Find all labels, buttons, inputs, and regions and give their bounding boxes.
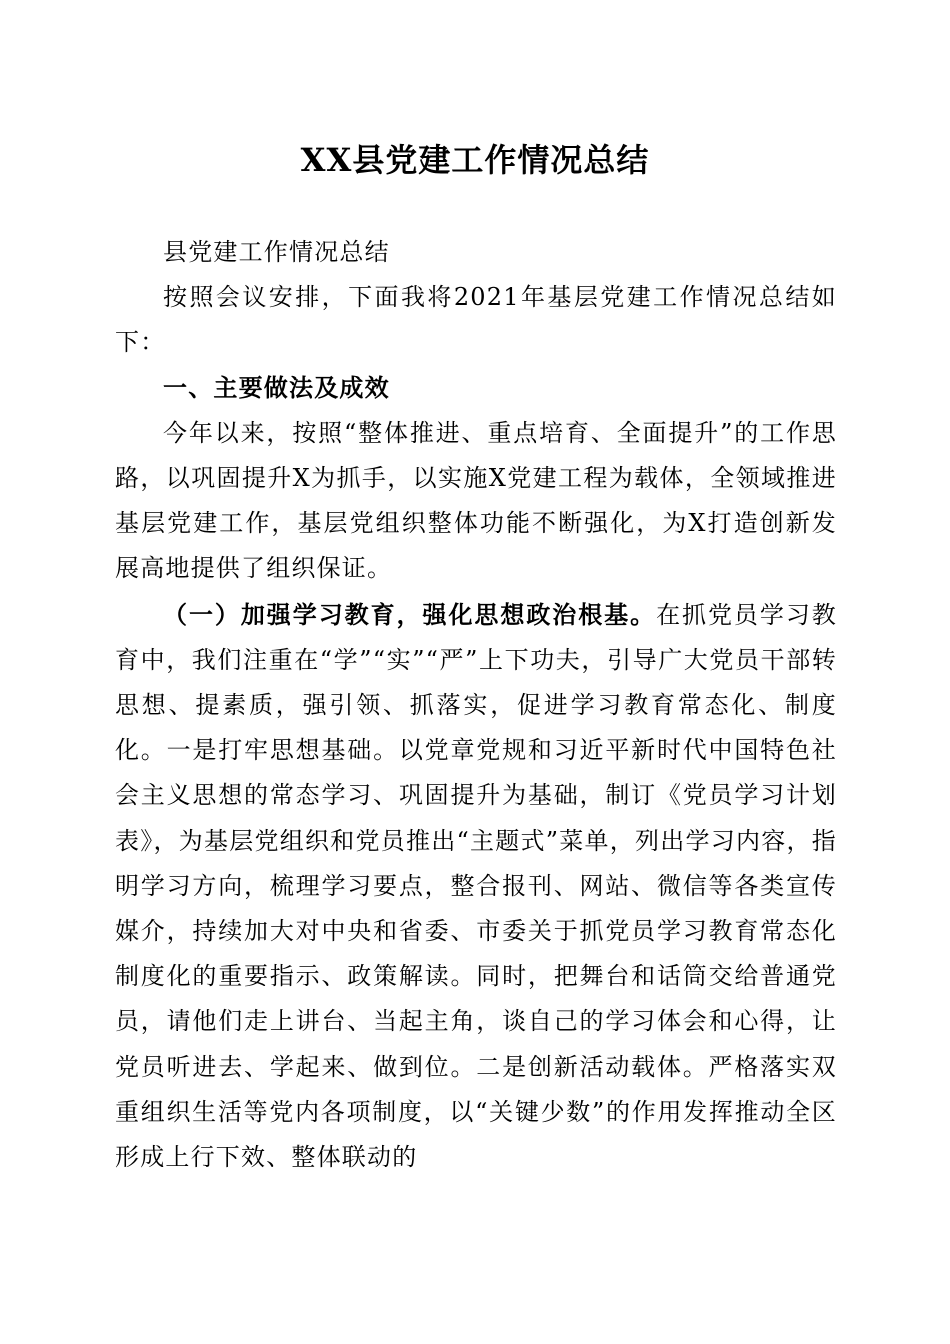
subtitle-paragraph: 县党建工作情况总结 <box>163 238 390 266</box>
subsection-paragraph <box>115 592 837 1181</box>
subsection-lead: （一）加强学习教育，强化思想政治根基。 <box>163 599 657 629</box>
subsection-text: 在抓党员学习教育中，我们注重在“学”“实”“严”上下功夫，引导广大党员干部转思想、提素质，强引领、抓落实，促进学习教育常态化、制度化。一是打牢思想基础。以党章党规和习近平新时代中国特色社会主义思想的常态学习、巩固提升为基础，制订《党员学习计划表》，为基层党组织和党员推出“主题式”菜单，列出学习内容，指明学习方向，梳理学习要点，整合报刊、网站、微信等各类宣传媒介，持续加大对中央和省委、市委关于抓党员学习教育常态化制度化的重要指示、政策解读。同时，把舞台和话筒交给普通党员，请他们走上讲台、当起主角，谈自己的学习体会和心得，让党员听进去、学起来、做到位。二是创新活动载体。严格落实双重组织生活等党内各项制度，以“关键少数”的作用发挥推动全区形成上行下效、整体联动的 <box>115 600 837 1172</box>
section-paragraph: 今年以来，按照“整体推进、重点培育、全面提升”的工作思路，以巩固提升X为抓手，以实施X党建工程为载体，全领域推进基层党建工作，基层党组织整体功能不断强化，为X打造创新发展高地提供了组织保证。 <box>115 418 837 583</box>
section-heading: 一、主要做法及成效 <box>163 373 390 402</box>
intro-paragraph: 按照会议安排，下面我将2021年基层党建工作情况总结如下： <box>115 283 837 357</box>
document-body <box>115 230 837 1180</box>
document-title: XX县党建工作情况总结 <box>300 141 650 179</box>
